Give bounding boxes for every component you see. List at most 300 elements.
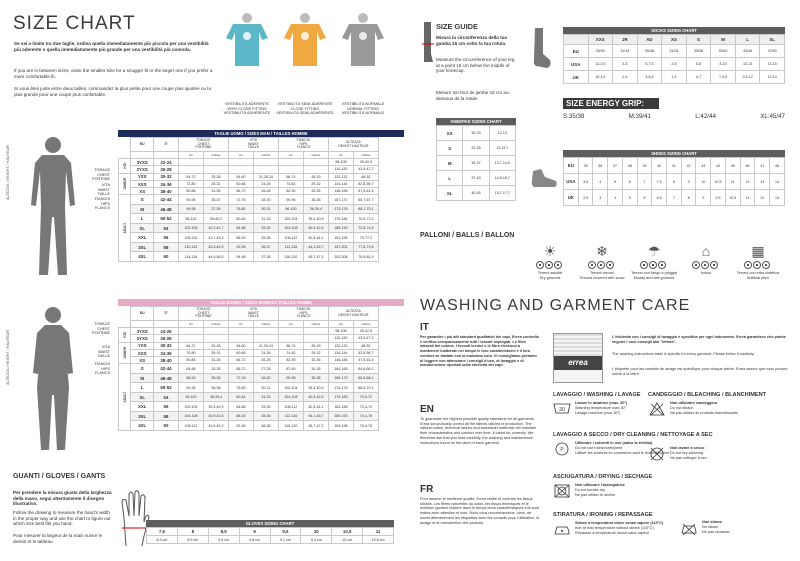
label-chest-man: TORACE CHEST POITRINE <box>92 168 110 182</box>
label-hips-woman: FIANCHI HIPS FLANCS <box>94 362 110 376</box>
women-unit: inches <box>353 321 378 328</box>
women-cell: 46-48 <box>153 373 178 383</box>
label-hips-man: FIANCHI HIPS FLANCS <box>94 197 110 211</box>
men-cell: 29-32 <box>303 180 328 187</box>
men-group: JUNIOR <box>119 173 131 195</box>
balls-grid <box>420 243 520 283</box>
women-cell: 27-28 <box>253 364 278 374</box>
women-cell: 194-198 <box>328 421 353 431</box>
women-row <box>119 402 404 412</box>
size-guide-title: SIZE GUIDE <box>436 22 478 31</box>
ball-icon <box>710 261 718 269</box>
socks-cell: 4-6,5 <box>637 71 662 84</box>
en-heading: EN <box>420 404 434 415</box>
men-cell: 122-132 <box>328 173 353 180</box>
care-line: Lavare in lavatrice (max. 30°) <box>575 401 628 405</box>
glove-cm: 9,5 cm <box>208 536 239 544</box>
women-unit: inches <box>203 321 228 328</box>
women-cell: 110-120 <box>328 335 353 342</box>
men-cell <box>178 159 203 166</box>
artificial-grass-icon: ▦ <box>751 243 765 259</box>
no-steam-icon <box>680 520 698 536</box>
men-cell: 25-28 <box>203 173 228 180</box>
care-line: Iron at mild temperature without steam (110°C) <box>575 526 654 530</box>
men-cell: S <box>131 195 153 205</box>
men-unit: inches <box>353 152 378 159</box>
women-cell: 28-31 <box>203 349 228 356</box>
men-cell: 28-31 <box>203 180 228 187</box>
glove-size: 11 <box>363 528 394 536</box>
women-cell: 64-72 <box>178 342 203 349</box>
men-cell: XXS <box>131 180 153 187</box>
kneepad-row <box>437 141 516 156</box>
care-section-title: CANDEGGIO / BLEACHING / BLANCHIMENT <box>648 392 767 398</box>
women-cell: 80-84 <box>228 392 253 402</box>
care-section-title: LAVAGGIO / WASHING / LAVAGE <box>553 392 641 398</box>
label-en: The washing instructions label is specific for every garment. Please follow it carefully. <box>612 352 755 356</box>
washing-title: WASHING AND GARMENT CARE <box>420 297 691 314</box>
intro-it: Se sei a limite tra due taglie, ordina quella immediatamente più piccola per una vestibilità più aderente o quella immediatamente più grande per una vestibilità più comoda. <box>14 41 209 52</box>
shoes-cell: 12 <box>740 174 755 190</box>
women-unit: cm <box>228 321 253 328</box>
care-line: Do not tumble dry <box>575 488 605 492</box>
care-line: Utilizzare i solventi in uso (salvo la trielina) <box>575 441 653 445</box>
men-unit: cm <box>328 152 353 159</box>
men-cell: 92-96 <box>228 242 253 252</box>
washing-fr-text: Pour assurer le meilleure qualité, Erreà vérifie et contrôle les tissus utilisés. Les fibres naturelles du coton, les tissus techniques et le molleton gardent inaltéré dans le temps leurs caractéristiques s'ils sont traités avec attention et soin. Nous vous recommandons, donc, de suivre attentivement les étiquettes avec les conseils pour l'utilisation, le lavage et la manutention des produits. <box>420 497 540 525</box>
men-cell: 4XL <box>131 252 153 262</box>
men-unit: inches <box>203 152 228 159</box>
shoes-cell: 8 <box>681 190 696 206</box>
kneepad-cell: 30-33 <box>463 126 489 141</box>
women-cell: 38-39,4 <box>203 392 228 402</box>
shoes-cell: 36 <box>593 158 608 174</box>
women-cell: 76,4-78 <box>353 421 378 431</box>
men-cell: 43,3-44,9 <box>203 242 228 252</box>
ball-icon <box>701 261 709 269</box>
women-cell <box>253 328 278 335</box>
men-cell: 68,1-70,1 <box>353 204 378 214</box>
shoes-cell: 39 <box>637 158 652 174</box>
shoes-cell: 3,5 <box>578 174 593 190</box>
men-cell: 167-172 <box>328 195 353 205</box>
women-cell: 31-35 <box>203 357 228 364</box>
shoes-row <box>564 190 785 206</box>
grip-size: M:39/41 <box>628 113 651 120</box>
wash-30-icon <box>553 401 571 417</box>
women-cell <box>178 328 203 335</box>
men-cell: 43,5-47,2 <box>353 166 378 173</box>
energy-grip-title: SIZE ENERGY GRIP: <box>563 98 659 109</box>
women-cell: 30-32 <box>153 342 178 349</box>
errea-label <box>553 333 603 383</box>
men-cell: 45,7-47,2 <box>303 252 328 262</box>
women-cell: 44,1-45,7 <box>303 411 328 421</box>
men-cell: 44,9-46,5 <box>203 252 228 262</box>
men-cell: 42,5-44,1 <box>303 233 328 243</box>
men-cell: L <box>131 214 153 224</box>
women-cell: 38-40 <box>153 357 178 364</box>
men-cell: 79,9-81,9 <box>353 252 378 262</box>
women-cell: 43,5-47,2 <box>353 335 378 342</box>
women-col-2: TORACE CHEST POITRINE <box>178 307 228 321</box>
women-cell: 3YXS <box>131 328 153 335</box>
socks-cell: 31/34 <box>613 45 638 58</box>
women-cell: 32-36 <box>303 357 328 364</box>
men-cell: 60 <box>153 252 178 262</box>
men-cell: XXL <box>131 233 153 243</box>
men-cell: 57,5-61,4 <box>353 188 378 195</box>
glove-size: 9,5 <box>270 528 301 536</box>
women-cell: 57,5-61,4 <box>353 357 378 364</box>
ball-icon <box>545 261 553 269</box>
women-cell: 40,9-42,5 <box>203 411 228 421</box>
shoes-cell: 9 <box>696 190 711 206</box>
women-cell: 92-96 <box>228 421 253 431</box>
men-cell: 30-32 <box>153 173 178 180</box>
shoes-cell: 6 <box>637 190 652 206</box>
men-cell: 3XL <box>131 242 153 252</box>
svg-text:30: 30 <box>559 407 565 413</box>
women-cell: 72-76 <box>228 373 253 383</box>
women-cell: 33-35 <box>203 364 228 374</box>
socks-header: XXS <box>588 35 613 45</box>
men-cell: 24-26 <box>253 180 278 187</box>
shoes-chart <box>563 150 785 206</box>
women-cell: 66,5-68,1 <box>353 373 378 383</box>
men-row <box>119 252 404 262</box>
women-row <box>119 383 404 393</box>
men-cell: 90-94 <box>178 195 203 205</box>
men-cell: 2YXS <box>131 166 153 173</box>
glove-size: 9 <box>239 528 270 536</box>
women-cell: 98-108 <box>328 328 353 335</box>
men-cell: 185-190 <box>328 223 353 233</box>
women-unit: cm <box>328 321 353 328</box>
socks-cell: 31/34 <box>662 45 687 58</box>
men-cell <box>178 166 203 173</box>
socks-cell: USA <box>564 58 589 71</box>
women-cell: 2YXS <box>131 335 153 342</box>
women-cell: 26-28 <box>153 335 178 342</box>
men-cell: 94-98 <box>228 252 253 262</box>
men-cell: XS <box>131 188 153 195</box>
women-cell: 24-26 <box>153 328 178 335</box>
women-cell: XS <box>131 357 153 364</box>
shoes-cell: 4 <box>608 190 623 206</box>
kneepad-row <box>437 171 516 186</box>
indoor-icon: ⌂ <box>701 243 711 259</box>
socks-cell: 8-10 <box>711 58 736 71</box>
men-cell: 96-100 <box>278 204 303 214</box>
surface-label: Terreni con fango e pioggia Muddy and wet grounds <box>631 271 677 280</box>
men-size-table <box>118 130 404 262</box>
women-cell: 60-66 <box>228 349 253 356</box>
ball-icon <box>536 261 544 269</box>
socks-cell: 7-9,5 <box>711 71 736 84</box>
very-close-fit-shirt-icon <box>225 12 269 75</box>
women-cell: 4XL <box>131 421 153 431</box>
women-cell: 39-42,5 <box>353 328 378 335</box>
it-heading: IT <box>420 322 429 333</box>
glove-cm: 8,9 cm <box>177 536 208 544</box>
men-cell: 179-184 <box>328 214 353 224</box>
shoes-cell: 7 <box>637 174 652 190</box>
women-cell: 87-90 <box>278 364 303 374</box>
women-cell: 112-116 <box>278 411 303 421</box>
men-cell: 77,6-79,5 <box>353 242 378 252</box>
label-waist-man: VITA WAIST TAILLE <box>97 183 110 197</box>
men-cell: 28-30 <box>253 195 278 205</box>
women-row <box>119 328 404 335</box>
socks-cell: 3-5 <box>613 58 638 71</box>
grip-size: XL:45/47 <box>760 113 785 120</box>
ball-icon <box>554 261 562 269</box>
men-cell: 203-208 <box>328 252 353 262</box>
men-cell: 39-40,2 <box>203 214 228 224</box>
care-line: Non utilizzare l'asciugatrice <box>575 483 625 487</box>
women-cell: 33-35 <box>253 402 278 412</box>
women-cell: 108-112 <box>278 402 303 412</box>
gloves-text-it: Per prendere la misura giusta della larghezza della mano, segui attentamente il disegno illustrativo. <box>13 490 112 507</box>
men-cell: 112-116 <box>278 242 303 252</box>
men-cell: 66-74 <box>278 173 303 180</box>
men-cell: 58 <box>153 242 178 252</box>
women-cell <box>228 328 253 335</box>
women-cell: 116-120 <box>278 421 303 431</box>
shoes-cell: 44 <box>711 158 726 174</box>
women-row <box>119 411 404 421</box>
women-cell: 36-38 <box>253 421 278 431</box>
men-cell: 36-37 <box>253 242 278 252</box>
men-unit: cm <box>228 152 253 159</box>
care-line: No steam <box>702 525 719 529</box>
shoes-cell: 48 <box>770 158 785 174</box>
men-cell: YXS <box>131 173 153 180</box>
socks-row <box>564 58 785 71</box>
kneepad-cell: 33-35 <box>463 141 489 156</box>
kneepad-cell: L <box>437 171 463 186</box>
men-row <box>119 195 404 205</box>
gloves-text-en: Follow the drawing to measure the hand's width in the proper way and use the chart to figure out which size best fits you hand. <box>13 510 111 527</box>
women-cell <box>203 335 228 342</box>
women-cell: 3XL <box>131 411 153 421</box>
men-col-0: EU <box>131 138 153 152</box>
men-cell: 31-33 <box>253 214 278 224</box>
men-cell: 70,5-72,4 <box>353 214 378 224</box>
glove-size: 7,5 <box>147 528 178 536</box>
iron-icon <box>553 521 571 537</box>
men-cell: 35-36 <box>253 233 278 243</box>
women-cell: 26-28 <box>253 357 278 364</box>
care-line: Do not dry-cleaning <box>670 451 703 455</box>
glove-size: 10 <box>301 528 332 536</box>
socks-header: L <box>735 35 760 45</box>
socks-cell: 4-7 <box>686 71 711 84</box>
men-cell: 46-48 <box>153 204 178 214</box>
ball-icons <box>536 261 564 270</box>
men-cell: 110-114 <box>178 242 203 252</box>
kneepad-chart <box>436 118 516 201</box>
men-cell: 98-102 <box>178 214 203 224</box>
socks-cell: 47/50 <box>760 45 785 58</box>
socks-cell: 10-1,5 <box>588 71 613 84</box>
socks-cell: UK <box>564 71 589 84</box>
ball-icon <box>753 261 761 269</box>
socks-row <box>564 45 785 58</box>
men-cell: 80-88 <box>178 188 203 195</box>
kneepad-row <box>437 126 516 141</box>
men-cell: 110-120 <box>328 166 353 173</box>
men-cell: 102-106 <box>178 223 203 233</box>
men-cell: 90-96 <box>278 195 303 205</box>
socks-header <box>564 35 589 45</box>
ball-icon <box>588 261 596 269</box>
women-cell: 92-96 <box>178 383 203 393</box>
men-col-3: VITA WAIST TAILLE <box>228 138 278 152</box>
women-cell: 169-173 <box>328 373 353 383</box>
surface-label: Terreni nevosi Ground covered with snow <box>579 271 625 280</box>
very-close-fit-label: VESTIBILITÀ ADERENTE VERY CLOSE FITTING VESTIBILITÀ ADHÉRENTE <box>223 102 271 116</box>
women-unit: inches <box>253 321 278 328</box>
men-row <box>119 159 404 166</box>
men-cell <box>203 166 228 173</box>
balls-title: PALLONI / BALLS / BALLON <box>420 232 515 239</box>
women-cell: 42,5-44,1 <box>303 402 328 412</box>
men-cell: 54 <box>153 223 178 233</box>
height-label-woman: ALTEZZA / HEIGHT / HAUTEUR <box>6 329 10 385</box>
women-cell <box>278 335 303 342</box>
men-col-4: FIANCHI HIPS FLANCS <box>278 138 328 152</box>
women-cell: 68,5-70,1 <box>353 383 378 393</box>
men-cell: 114-118 <box>178 252 203 262</box>
men-cell: 104-108 <box>278 223 303 233</box>
socks-cell: 43/46 <box>735 45 760 58</box>
men-cell: 65,7-67,7 <box>353 195 378 205</box>
men-cell: 197-202 <box>328 242 353 252</box>
women-cell: 184-188 <box>328 402 353 412</box>
care-line: Non utilizzare candeggina <box>670 401 717 405</box>
socks-cell: 35/38 <box>637 45 662 58</box>
women-unit: cm <box>178 321 203 328</box>
men-cell: M <box>131 204 153 214</box>
washing-en-text: To guarantee the highest possible quality standards for all garments, Erreà scrupulously control all the fabrics utilized in production. The natural cotton, technical fabrics and sweatshirt materials will maintain their characteristics and comfort over time, if cared for correctly. We therefore ask that you read carefully, the washing and maintenance instructions found on the label of each garment. <box>420 417 537 445</box>
men-cell: 88-92 <box>228 233 253 243</box>
close-fit-shirt-icon <box>283 12 327 75</box>
women-cell: 35-38 <box>303 373 328 383</box>
kneepad-cell: 35-37 <box>463 156 489 171</box>
men-cell: 39-42,5 <box>353 159 378 166</box>
men-cell: 54-60 <box>228 173 253 180</box>
shoes-cell: 13 <box>770 190 785 206</box>
women-col-5: ALTEZZA HEIGHT HAUTEUR <box>328 307 378 321</box>
socks-header: S <box>686 35 711 45</box>
men-cell: 31-35 <box>203 188 228 195</box>
men-cell: 116-120 <box>278 252 303 262</box>
shoes-cell: 9,5 <box>711 190 726 206</box>
socks-header: JR <box>613 35 638 45</box>
shoes-cell: 2,5 <box>578 190 593 206</box>
label-waist-woman: VITA WAIST TAILLE <box>97 345 110 359</box>
men-cell: 108-112 <box>278 233 303 243</box>
men-cell: 98-108 <box>328 159 353 166</box>
ball-icon <box>762 261 770 269</box>
men-cell: 48-52 <box>353 173 378 180</box>
shoes-cell: 46 <box>740 158 755 174</box>
snowflake-icon: ❄ <box>596 243 608 259</box>
women-row <box>119 373 404 383</box>
men-cell: 173-178 <box>328 204 353 214</box>
grip-size: S:35/38 <box>563 113 585 120</box>
kneepad-cell: 15,7-17,7 <box>489 186 515 201</box>
men-row <box>119 214 404 224</box>
women-cell: 104-108 <box>178 411 203 421</box>
shoes-cell: 37 <box>608 158 623 174</box>
women-cell: YXS <box>131 342 153 349</box>
women-cell: 34-36 <box>153 349 178 356</box>
women-cell: 70-80 <box>178 349 203 356</box>
women-cell <box>278 328 303 335</box>
socks-row <box>564 71 785 84</box>
shoes-cell: 45 <box>725 158 740 174</box>
gloves-text-fr: Pour mesurer la largeur de la main suivre le dessin et le tableau. <box>13 533 103 544</box>
socks-cell: 1-4 <box>662 71 687 84</box>
rain-cloud-icon: ☂ <box>647 243 661 259</box>
glove-cm: 10,5 cm <box>363 536 394 544</box>
socks-cell: 13-15 <box>760 58 785 71</box>
female-silhouette <box>25 305 81 455</box>
women-row <box>119 364 404 374</box>
shoes-cell: 38 <box>622 158 637 174</box>
men-cell: 72,8-74,8 <box>353 223 378 233</box>
women-row <box>119 392 404 402</box>
women-cell: 108-112 <box>178 421 203 431</box>
no-wash-icon <box>648 446 666 462</box>
fr-heading: FR <box>420 484 434 495</box>
care-line: Non stirare <box>702 520 723 524</box>
men-cell: 33-35 <box>253 223 278 233</box>
care-line: Ne pas nettoyer à sec <box>670 456 707 460</box>
men-row <box>119 180 404 187</box>
women-col-3: VITA WAIST TAILLE <box>228 307 278 321</box>
men-cell: 40,9-42,5 <box>303 223 328 233</box>
ball-icon <box>744 261 752 269</box>
socks-cell: 2-5 <box>662 58 687 71</box>
men-cell: XL <box>131 223 153 233</box>
kneepad-cell: XS <box>437 126 463 141</box>
women-cell: 146-156 <box>328 357 353 364</box>
ball-icons <box>692 261 720 270</box>
normal-fit-shirt-icon <box>341 12 385 75</box>
socks-cell: 9,5-12 <box>735 71 760 84</box>
women-cell: 40,9-42,5 <box>303 392 328 402</box>
men-cell: 26-28 <box>253 188 278 195</box>
women-cell: 48-52 <box>353 342 378 349</box>
women-cell: 66-72 <box>228 357 253 364</box>
men-cell <box>228 166 253 173</box>
women-cell: 21,26-24 <box>253 342 278 349</box>
women-cell: 36-38 <box>203 383 228 393</box>
women-cell <box>253 335 278 342</box>
shoes-chart-title: SHOES SIZING CHART <box>563 150 785 157</box>
women-cell: L <box>131 383 153 393</box>
glove-size: 8 <box>177 528 208 536</box>
care-line: Utiliser les solvents en commerce sauf le trichloéthylène <box>575 451 670 455</box>
male-silhouette <box>25 135 81 280</box>
care-line: Do not bleach <box>670 406 694 410</box>
glove-cm: 9,8 cm <box>239 536 270 544</box>
men-cell: 21,26-24 <box>253 173 278 180</box>
